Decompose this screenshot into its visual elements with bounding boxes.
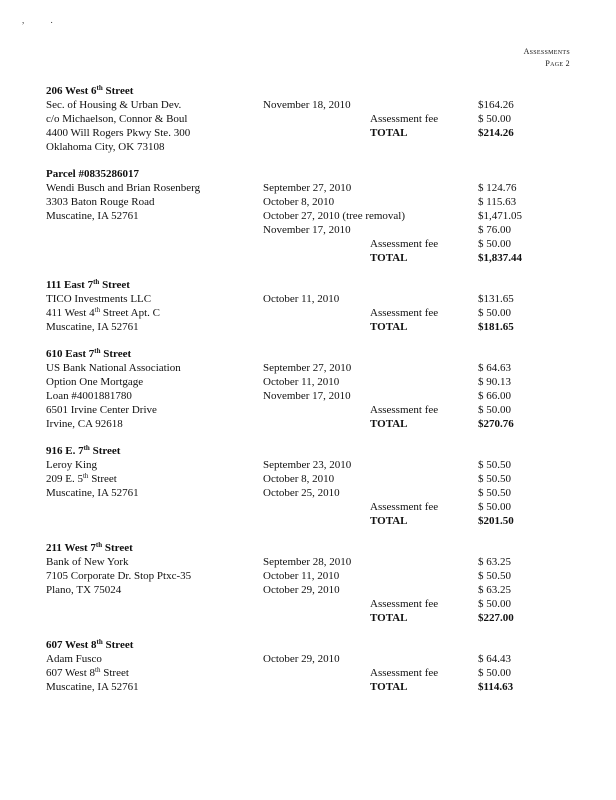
total-label: TOTAL (370, 418, 408, 430)
property-title-part: Parcel #0835286017 (46, 168, 139, 180)
total-amount: $214.26 (478, 127, 514, 139)
total-row (46, 417, 576, 431)
charge-row (46, 458, 576, 472)
owner-address-line: 3303 Baton Rouge Road (46, 196, 155, 208)
charge-date: October 29, 2010 (263, 653, 340, 665)
assessment-fee-label: Assessment fee (370, 598, 439, 610)
owner-address-line: 7105 Corporate Dr. Stop Ptxc-35 (46, 570, 192, 582)
charge-amount: $1,471.05 (478, 210, 522, 222)
fee-row (46, 666, 576, 680)
charge-row (46, 583, 576, 597)
assessment-list (46, 84, 576, 707)
owner-address-line: US Bank National Association (46, 362, 181, 374)
owner-address-line: Bank of New York (46, 556, 129, 568)
owner-address-line-part: 411 West 4 (46, 307, 95, 319)
charge-row (46, 361, 576, 375)
property-title-part: Street (102, 542, 133, 554)
total-label: TOTAL (370, 515, 408, 527)
assessment-fee-label: Assessment fee (370, 667, 439, 679)
charge-row (46, 652, 576, 666)
owner-address-line: Muscatine, IA 52761 (46, 487, 139, 499)
ordinal-suffix: th (96, 84, 103, 92)
owner-address-line-part: Street (88, 473, 117, 485)
charge-date: November 18, 2010 (263, 99, 351, 111)
charge-amount: $131.65 (478, 293, 514, 305)
property-title (46, 444, 576, 458)
charge-date: October 11, 2010 (263, 570, 340, 582)
fee-row (46, 597, 576, 611)
property-title-part: 916 E. 7 (46, 445, 84, 457)
owner-address-line: Plano, TX 75024 (46, 584, 122, 596)
property-block (46, 347, 576, 431)
charge-row (46, 98, 576, 112)
charge-row (46, 472, 576, 486)
ordinal-suffix: th (96, 638, 103, 646)
owner-address-line: Muscatine, IA 52761 (46, 321, 139, 333)
property-title-part: Street (89, 445, 121, 457)
charge-amount: $ 50.00 (478, 667, 511, 679)
property-title-part: Street (99, 279, 130, 291)
total-label: TOTAL (370, 252, 408, 264)
charge-amount: $ 115.63 (478, 196, 517, 208)
assessment-fee-label: Assessment fee (370, 113, 439, 125)
ordinal-suffix: th (93, 278, 100, 286)
property-title (46, 278, 576, 292)
charge-amount: $164.26 (478, 99, 514, 111)
property-title (46, 167, 576, 181)
fee-row (46, 112, 576, 126)
total-row (46, 251, 576, 265)
property-title (46, 347, 576, 361)
owner-address-line (46, 472, 117, 486)
total-row (46, 611, 576, 625)
charge-date: September 23, 2010 (263, 459, 352, 471)
property-title-part: 610 East 7 (46, 348, 95, 360)
total-amount: $181.65 (478, 321, 514, 333)
property-title-part: 211 West 7 (46, 542, 96, 554)
charge-date: November 17, 2010 (263, 224, 351, 236)
owner-address-line: TICO Investments LLC (46, 293, 152, 305)
charge-row (46, 140, 576, 154)
owner-address-line: Muscatine, IA 52761 (46, 210, 139, 222)
assessment-fee-label: Assessment fee (370, 501, 439, 513)
ordinal-suffix: th (94, 347, 101, 355)
total-amount: $1,837.44 (478, 252, 522, 264)
owner-address-line: c/o Michaelson, Connor & Boul (46, 113, 188, 125)
total-label: TOTAL (370, 321, 408, 333)
owner-address-line-part: Street (100, 667, 129, 679)
property-block (46, 541, 576, 625)
total-row (46, 320, 576, 334)
charge-amount: $ 50.50 (478, 473, 511, 485)
charge-row (46, 292, 576, 306)
property-title (46, 541, 576, 555)
charge-date: October 11, 2010 (263, 293, 340, 305)
charge-amount: $ 50.50 (478, 459, 511, 471)
total-amount: $201.50 (478, 515, 514, 527)
charge-row (46, 389, 576, 403)
charge-amount: $ 76.00 (478, 224, 511, 236)
charge-date: September 28, 2010 (263, 556, 352, 568)
assessment-fee-label: Assessment fee (370, 307, 439, 319)
fee-row (46, 500, 576, 514)
property-title (46, 638, 576, 652)
property-title-part: Street (100, 348, 132, 360)
owner-address-line-part: Street Apt. C (100, 307, 160, 319)
charge-amount: $ 50.00 (478, 501, 511, 513)
total-label: TOTAL (370, 612, 408, 624)
charge-amount: $ 50.00 (478, 238, 511, 250)
property-title-part: 206 West 6 (46, 85, 97, 97)
property-title-part: 607 West 8 (46, 639, 97, 651)
total-row (46, 514, 576, 528)
charge-row (46, 181, 576, 195)
property-block (46, 84, 576, 154)
charge-row (46, 375, 576, 389)
charge-row (46, 486, 576, 500)
charge-date: November 17, 2010 (263, 390, 351, 402)
charge-row (46, 569, 576, 583)
charge-amount: $ 63.25 (478, 584, 511, 596)
ordinal-suffix: th (94, 306, 101, 314)
property-title (46, 84, 576, 98)
owner-address-line: Adam Fusco (46, 653, 102, 665)
charge-row (46, 223, 576, 237)
charge-amount: $ 50.50 (478, 487, 511, 499)
charge-amount: $ 124.76 (478, 182, 517, 194)
total-label: TOTAL (370, 127, 408, 139)
charge-date: September 27, 2010 (263, 362, 352, 374)
scan-mark: , (22, 15, 25, 25)
page-header (524, 46, 570, 70)
property-block (46, 638, 576, 694)
ordinal-suffix: th (82, 472, 89, 480)
total-row (46, 680, 576, 694)
assessment-fee-label: Assessment fee (370, 404, 439, 416)
total-row (46, 126, 576, 140)
owner-address-line: Wendi Busch and Brian Rosenberg (46, 182, 201, 194)
property-block (46, 167, 576, 265)
owner-address-line: Option One Mortgage (46, 376, 144, 388)
charge-amount: $ 50.00 (478, 113, 511, 125)
charge-amount: $ 66.00 (478, 390, 511, 402)
property-title-part: Street (102, 85, 134, 97)
total-amount: $227.00 (478, 612, 514, 624)
owner-address-line: Oklahoma City, OK 73108 (46, 141, 165, 153)
charge-date: October 11, 2010 (263, 376, 340, 388)
scan-marks (22, 16, 77, 25)
scan-mark: . (50, 15, 53, 25)
fee-row (46, 403, 576, 417)
total-amount: $114.63 (478, 681, 514, 693)
property-title-part: 111 East 7 (46, 279, 94, 291)
fee-row (46, 237, 576, 251)
ordinal-suffix: th (83, 444, 90, 452)
charge-date: October 8, 2010 (263, 196, 335, 208)
owner-address-line: Leroy King (46, 459, 98, 471)
owner-address-line: 4400 Will Rogers Pkwy Ste. 300 (46, 127, 191, 139)
ordinal-suffix: th (95, 541, 103, 549)
charge-date: October 29, 2010 (263, 584, 340, 596)
charge-date: October 25, 2010 (263, 487, 340, 499)
charge-row (46, 195, 576, 209)
owner-address-line-part: 209 E. 5 (46, 473, 83, 485)
owner-address-line: Loan #4001881780 (46, 390, 132, 402)
charge-amount: $ 64.63 (478, 362, 511, 374)
assessment-fee-label: Assessment fee (370, 238, 439, 250)
charge-row (46, 555, 576, 569)
header-page-number: Page 2 (545, 59, 570, 68)
property-title-part: Street (102, 639, 134, 651)
header-section: Assessments (523, 47, 570, 56)
charge-amount: $ 90.13 (478, 376, 511, 388)
charge-amount: $ 50.50 (478, 570, 511, 582)
charge-amount: $ 50.00 (478, 404, 511, 416)
charge-date: September 27, 2010 (263, 182, 352, 194)
owner-address-line (46, 306, 160, 320)
owner-address-line: Sec. of Housing & Urban Dev. (46, 99, 182, 111)
owner-address-line-part: 607 West 8 (46, 667, 96, 679)
charge-amount: $ 50.00 (478, 598, 511, 610)
charge-amount: $ 63.25 (478, 556, 511, 568)
charge-amount: $ 64.43 (478, 653, 511, 665)
charge-date: October 8, 2010 (263, 473, 335, 485)
property-block (46, 278, 576, 334)
owner-address-line: Irvine, CA 92618 (46, 418, 123, 430)
owner-address-line: 6501 Irvine Center Drive (46, 404, 157, 416)
ordinal-suffix: th (95, 666, 101, 674)
owner-address-line (46, 666, 129, 680)
owner-address-line: Muscatine, IA 52761 (46, 681, 139, 693)
fee-row (46, 306, 576, 320)
total-label: TOTAL (370, 681, 408, 693)
total-amount: $270.76 (478, 418, 514, 430)
charge-amount: $ 50.00 (478, 307, 511, 319)
charge-date: October 27, 2010 (tree removal) (263, 210, 406, 222)
charge-row (46, 209, 576, 223)
property-block (46, 444, 576, 528)
